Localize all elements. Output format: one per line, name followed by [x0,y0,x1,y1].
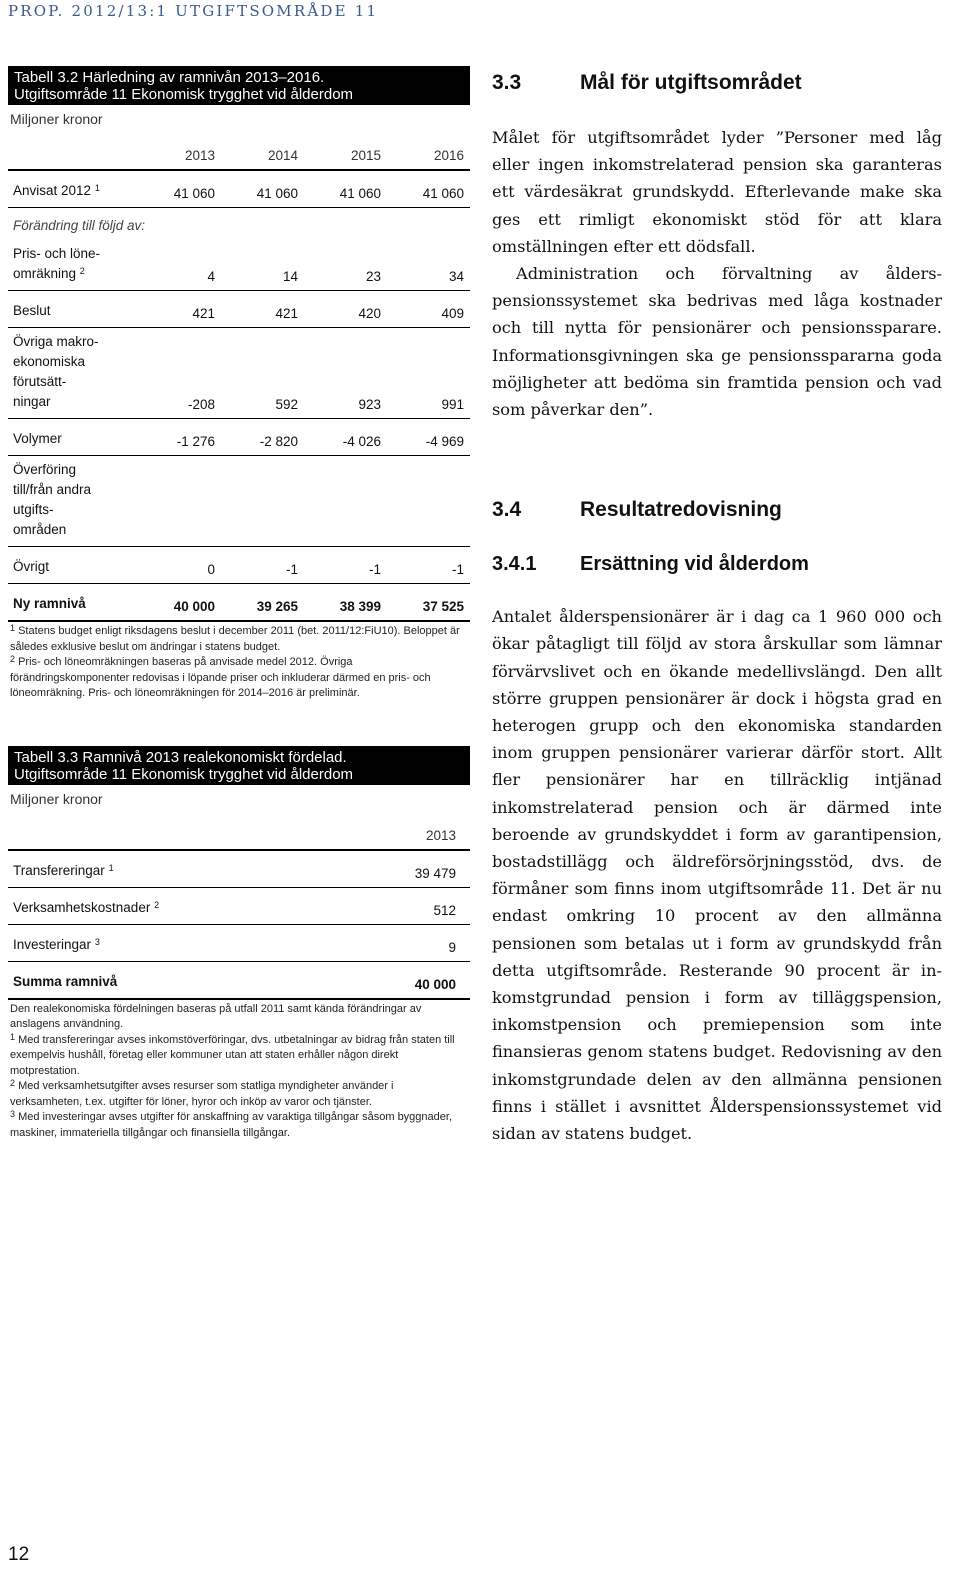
row-label: Övrigt [8,547,138,584]
section-heading [492,66,942,100]
footnote: $^1$ Med transfereringar avses inkomstöverföringar, dvs. utbetalningar av bidrag från staten till exempelvis hushåll, företag eller kommuner utan att staten erhåller någon direkt motprestation. [10,1031,455,1077]
table-row [8,170,470,208]
cell-value: 39 479 [350,850,470,888]
table-caption-line2: Utgiftsområde 11 Ekonomisk trygghet vid ålderdom [14,765,354,783]
table-header-row [8,133,470,170]
footnote-ref: 2 [154,899,160,910]
data-table [8,813,470,1000]
table-units: Miljoner kronor [10,790,103,807]
left-column [8,66,470,1141]
cell-value: 420 [304,291,387,328]
table-header-row [8,813,470,850]
row-label: Pris- och löne- omräkning $^2$ [8,240,138,291]
cell-value: 14 [221,240,304,291]
cell-value: 34 [387,240,470,291]
table-3-2 [8,66,470,702]
table-3-3 [8,746,470,1142]
year-header: 2016 [387,133,470,170]
year-header: 2013 [138,133,221,170]
cell-value: 0 [138,547,221,584]
subheader-label: Förändring till följd av: [13,218,146,233]
footnote: $^3$ Med investeringar avses utgifter för anskaffning av varaktiga tillgångar såsom byggnader, maskiner, immateriella tillgångar och finansiella tillgångar. [10,1109,453,1139]
table-total-row [8,961,470,999]
section-title: Ersättning vid ålderdom [580,553,809,576]
cell-value: 38 399 [304,584,387,622]
section-body [492,603,942,1147]
row-label: Verksamhetskostnader $^2$ [8,887,350,924]
table-row [8,291,470,328]
cell-value: 40 000 [138,584,221,622]
row-label: Övriga makro- ekonomiska förutsätt- ningar [8,328,138,419]
cell-value: 9 [350,924,470,961]
footnote-ref: 1 [108,862,114,873]
data-table [8,133,470,622]
year-header: 2014 [221,133,304,170]
paragraph: Målet för utgiftsområdet lyder ”Personer med låg eller ingen inkomstrelaterad pension ska garanteras ett värdesäkrat grundskydd. Efterlevande make ska ges ett rimligt ekonomiskt stöd för att klara omställningen efter ett dödsfall. [492,128,942,256]
cell-value: 40 000 [350,961,470,999]
section-number: 3.3 [492,71,522,94]
table-caption-line2: Utgiftsområde 11 Ekonomisk trygghet vid ålderdom [14,86,354,103]
table-row [8,924,470,961]
table-caption-line1: Tabell 3.2 Härledning av ramnivån 2013–2016. [14,69,325,86]
cell-value: 991 [387,328,470,419]
cell-value: 41 060 [304,170,387,208]
cell-value: -1 276 [138,419,221,456]
cell-value: 41 060 [138,170,221,208]
cell-value: 421 [138,291,221,328]
table-row [8,547,470,584]
page-number: 12 [8,1544,30,1565]
table-units: Miljoner kronor [10,111,103,127]
cell-value: 41 060 [221,170,304,208]
row-label: Volymer [8,419,138,456]
table-total-row [8,584,470,622]
running-header: PROP. 2012/13:1 UTGIFTSOMRÅDE 11 [8,2,379,20]
right-column [492,66,942,1147]
cell-value: 592 [221,328,304,419]
cell-value: -1 [221,547,304,584]
row-label: Ny ramnivå [8,584,138,622]
row-label: Anvisat 2012 $^1$ [8,170,138,208]
table-note: Den realekonomiska fördelningen baseras på utfall 2011 samt kända förändringar av anslagens användning. [10,1002,422,1030]
table-row [8,240,470,291]
table-footnotes [8,1000,470,1142]
section-title: Mål för utgiftsområdet [580,71,802,94]
year-header: 2015 [304,133,387,170]
footnote: $^2$ Med verksamhetsutgifter avses resurser som statliga myndigheter använder i verksamheten, t.ex. utgifter för löner, hyror och inköp av varor och tjänster. [10,1078,394,1108]
cell-value: 23 [304,240,387,291]
row-label: Investeringar $^3$ [8,924,350,961]
cell-value: 923 [304,328,387,419]
table-caption [8,746,470,785]
cell-value: -1 [387,547,470,584]
cell-value: -4 969 [387,419,470,456]
row-label: Summa ramnivå [8,961,350,999]
row-label: Beslut [8,291,138,328]
cell-value: 409 [387,291,470,328]
cell-value: -208 [138,328,221,419]
table-subheader-row [8,208,470,241]
section-title: Resultatredovisning [580,498,782,522]
section-heading [492,493,942,527]
cell-value: -4 026 [304,419,387,456]
section-number: 3.4 [492,498,522,522]
row-label: Överföring till/från andra utgifts- områden [8,456,470,547]
table-footnotes [8,622,470,702]
footnote: $^1$ Statens budget enligt riksdagens beslut i december 2011 (bet. 2011/12:FiU10). Beloppet är således exklusive beslut om ändringar i statens budget. [10,623,460,653]
table-row [8,887,470,924]
table-caption-line1: Tabell 3.3 Ramnivå 2013 realekonomiskt fördelad. [14,748,347,766]
table-row [8,419,470,456]
subsection-heading [492,547,942,581]
table-row [8,328,470,419]
cell-value: 41 060 [387,170,470,208]
cell-value: 39 265 [221,584,304,622]
cell-value: -1 [304,547,387,584]
section-number: 3.4.1 [492,553,537,576]
footnote-ref: 2 [79,266,85,276]
paragraph: Administration och förvaltning av ålderspensionssystemet ska bedrivas med låga kostnader och till nytta för pensionärer och pensionssparare. Informationsgivningen ska ge pensionsspararna goda möjligheter att bedöma sin framtida pension och vad som påverkar den”. [492,264,942,420]
cell-value: 512 [350,887,470,924]
table-row [8,456,470,547]
paragraph: Antalet ålderspensionärer är i dag ca 1 960 000 och ökar påtagligt till följd av stora årskullar som lämnar förvärvslivet och en ökande medellivslängd. Den allt större gruppen pensionärer är dock i högsta grad en heterogen grupp och den ekonomiska standarden inom gruppen pensionärer varierar därför stort. Allt fler pensionärer har en tillräcklig intjänad inkomstrelaterad pension och är därmed inte beroende av grundskyddet i form av garantipension, bostadstillägg och äldreförsörjningsstöd, dvs. de förmåner som finns inom utgiftsområde 11. Det är nu endast omkring 10 procent av den allmänna pensionen som betalas ut i form av grundskydd från detta utgiftsområde. Resterande 90 procent är inkomstgrundad pension i form av tilläggspension, inkomstpension och premiepension som inte finansieras genom statens budget. Redovisning av den inkomstgrundade delen av den allmänna pensionen finns i stället i avsnittet Ålderspensionssystemet vid sidan av statens budget. [492,607,942,1144]
footnote-ref: 3 [94,936,100,947]
cell-value: 37 525 [387,584,470,622]
cell-value: 421 [221,291,304,328]
footnote-ref: 1 [94,183,100,193]
cell-value: -2 820 [221,419,304,456]
table-row [8,850,470,888]
footnote: $^2$ Pris- och löneomräkningen baseras på anvisade medel 2012. Övriga förändringskomponenter redovisas i löpande priser och inkluderar därmed en pris- och löneomräkning. Pris- och löneomräkningen för 2014–2016 är preliminär. [10,654,431,699]
table-caption [8,66,470,105]
cell-value: 4 [138,240,221,291]
section-body [492,124,942,423]
year-header: 2013 [350,813,470,850]
row-label: Transfereringar $^1$ [8,850,350,888]
